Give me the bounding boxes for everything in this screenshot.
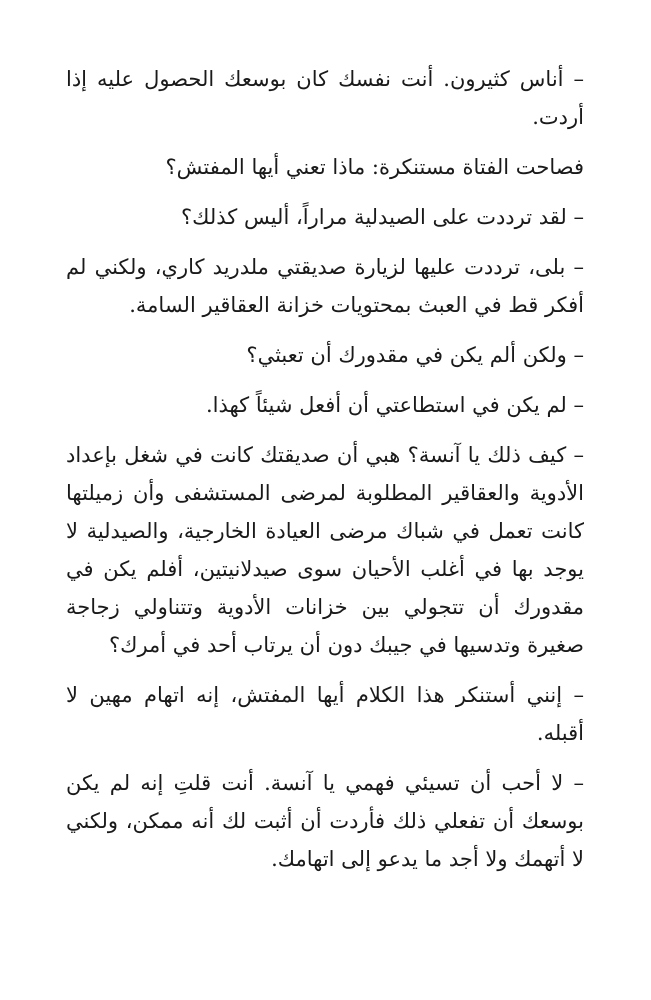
paragraph: – إنني أستنكر هذا الكلام أيها المفتش، إنه اتهام مهين لا أقبله. — [66, 683, 584, 745]
paragraph: – أناس كثيرون. أنت نفسك كان بوسعك الحصول عليه إذا أردت. — [66, 67, 584, 129]
paragraph: – لم يكن في استطاعتي أن أفعل شيئاً كهذا. — [205, 393, 584, 417]
paragraph: – ولكن ألم يكن في مقدورك أن تعبثي؟ — [246, 343, 584, 367]
paragraph: – لقد ترددت على الصيدلية مراراً، أليس كذلك؟ — [181, 205, 584, 229]
paragraph: فصاحت الفتاة مستنكرة: ماذا تعني أيها المفتش؟ — [165, 155, 584, 179]
paragraph: – بلى، ترددت عليها لزيارة صديقتي ملدريد كاري، ولكني لم أفكر قط في العبث بمحتويات خزانة العقاقير السامة. — [66, 255, 585, 317]
paragraph: – لا أحب أن تسيئي فهمي يا آنسة. أنت قلتِ إنه لم يكن بوسعك أن تفعلي ذلك فأردت أن أثبت لك أنه ممكن، ولكني لا أتهمك ولا أجد ما يدعو إلى اتهامك. — [66, 771, 584, 871]
book-page — [66, 60, 584, 890]
paragraph: – كيف ذلك يا آنسة؟ هبي أن صديقتك كانت في شغل بإعداد الأدوية والعقاقير المطلوبة لمرضى المستشفى وأن زميلتها كانت تعمل في شباك مرضى العيادة الخارجية، والصيدلية لا يوجد بها في أغلب الأحيان سوى صيدلانيتين، أفلم يكن في مقدورك أن تتجولي بين خزانات الأدوية وتتناولي زجاجة صغيرة وتدسيها في جيبك دون أن يرتاب أحد في أمرك؟ — [66, 443, 584, 657]
